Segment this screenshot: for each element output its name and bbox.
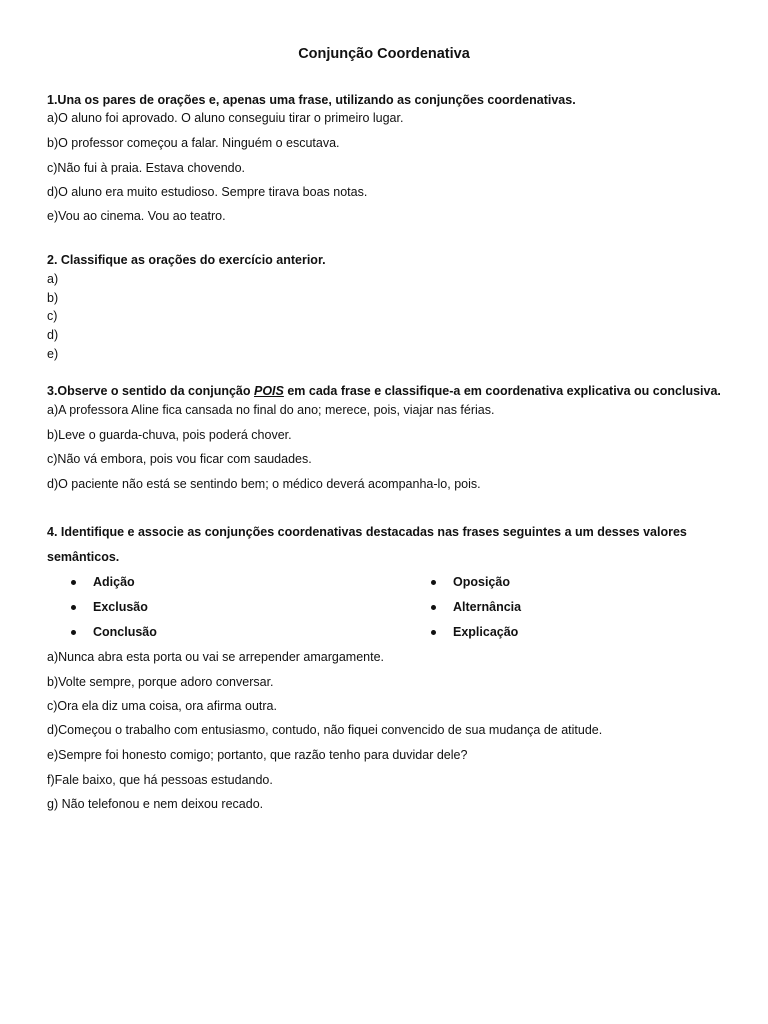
- q3-prompt-before: 3.Observe o sentido da conjunção: [47, 384, 254, 398]
- q1-item-d: d)O aluno era muito estudioso. Sempre tirava boas notas.: [47, 185, 368, 199]
- q2-item-d: d): [47, 328, 59, 342]
- q3-prompt-after: em cada frase e classifique-a em coordenativa explicativa ou conclusiva.: [283, 384, 721, 398]
- q2-prompt: 2. Classifique as orações do exercício anterior.: [47, 253, 326, 267]
- q1-item-b: b)O professor começou a falar. Ninguém o escutava.: [47, 136, 340, 150]
- q3-prompt-highlight: POIS: [254, 384, 284, 398]
- q4-item-a: a)Nunca abra esta porta ou vai se arrepender amargamente.: [47, 650, 384, 664]
- q4-item-f: f)Fale baixo, que há pessoas estudando.: [47, 773, 273, 787]
- bullet-dot: [431, 605, 436, 610]
- bullet-dot: [71, 605, 76, 610]
- q2-item-b: b): [47, 291, 59, 305]
- bullet-exclusao: Exclusão: [93, 600, 148, 614]
- q3-prompt: [47, 383, 721, 399]
- bullet-alternancia: Alternância: [453, 600, 522, 614]
- q2-item-a: a): [47, 272, 59, 286]
- bullet-dot: [71, 580, 76, 585]
- q1-item-a: a)O aluno foi aprovado. O aluno conseguiu tirar o primeiro lugar.: [47, 111, 404, 125]
- bullet-dot: [71, 630, 76, 635]
- bullet-explicacao: Explicação: [453, 625, 519, 639]
- q2-item-c: c): [47, 309, 58, 323]
- q4-item-g: g) Não telefonou e nem deixou recado.: [47, 797, 264, 811]
- page-title: Conjunção Coordenativa: [298, 46, 470, 62]
- q3-item-d: d)O paciente não está se sentindo bem; o médico deverá acompanha-lo, pois.: [47, 477, 481, 491]
- q2-item-e: e): [47, 347, 59, 361]
- bullet-conclusao: Conclusão: [93, 625, 157, 639]
- bullet-dot: [431, 630, 436, 635]
- q3-item-b: b)Leve o guarda-chuva, pois poderá chover.: [47, 428, 292, 442]
- bullet-dot: [431, 580, 436, 585]
- q4-item-e: e)Sempre foi honesto comigo; portanto, que razão tenho para duvidar dele?: [47, 748, 468, 762]
- q3-item-c: c)Não vá embora, pois vou ficar com saudades.: [47, 452, 312, 466]
- q4-item-b: b)Volte sempre, porque adoro conversar.: [47, 675, 274, 689]
- q1-prompt: 1.Una os pares de orações e, apenas uma frase, utilizando as conjunções coordenativas.: [47, 93, 576, 107]
- bullet-adicao: Adição: [93, 575, 135, 589]
- q4-item-d: d)Começou o trabalho com entusiasmo, contudo, não fiquei convencido de sua mudança de atitude.: [47, 723, 603, 737]
- q4-item-c: c)Ora ela diz uma coisa, ora afirma outra.: [47, 699, 277, 713]
- q4-prompt-line2: semânticos.: [47, 550, 120, 564]
- bullet-oposicao: Oposição: [453, 575, 510, 589]
- q1-item-c: c)Não fui à praia. Estava chovendo.: [47, 161, 246, 175]
- q3-item-a: a)A professora Aline fica cansada no final do ano; merece, pois, viajar nas férias.: [47, 403, 495, 417]
- q1-item-e: e)Vou ao cinema. Vou ao teatro.: [47, 209, 226, 223]
- q4-prompt-line1: 4. Identifique e associe as conjunções coordenativas destacadas nas frases seguintes a um desses valores: [47, 525, 687, 539]
